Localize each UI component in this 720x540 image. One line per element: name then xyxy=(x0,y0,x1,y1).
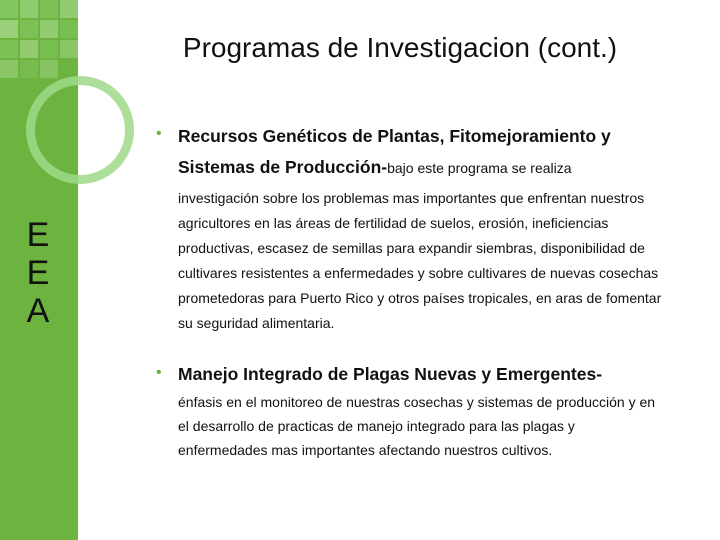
bullet-heading-2: Manejo Integrado de Plagas Nuevas y Emergentes- xyxy=(178,364,603,384)
bullet-body-line: su seguridad alimentaria. xyxy=(178,315,335,331)
bullet-inline-text-1: bajo este programa se realiza xyxy=(387,159,572,176)
bullet-marker-2: • xyxy=(156,364,162,381)
bullet-body-line: el desarrollo de practicas de manejo integrado para las plagas y xyxy=(178,418,575,434)
bullet-item-manejo xyxy=(178,361,703,462)
bullet-heading-1a: Recursos Genéticos de Plantas, Fitomejoramiento y xyxy=(178,126,611,146)
slide-title: Programas de Investigacion (cont.) xyxy=(182,32,618,63)
bullet-item-recursos xyxy=(178,122,703,336)
bullet-body-line: productivas, escasez de semillas para expandir siembras, disponibilidad de xyxy=(178,240,645,256)
decorative-ring xyxy=(26,76,134,184)
bullet-body-line: énfasis en el monitoreo de nuestras cosechas y sistemas de producción y en xyxy=(178,394,656,410)
bullet-marker-1: • xyxy=(156,125,162,142)
side-acronym xyxy=(22,216,54,330)
bullet-body-line: prometedoras para Puerto Rico y otros países tropicales, en aras de fomentar xyxy=(178,290,662,306)
side-letter-a: A xyxy=(26,292,50,330)
bullet-body-line: enfermedades mas importantes afectando nuestros cultivos. xyxy=(178,442,553,458)
bullet-body-line: cultivares resistentes a enfermedades y sobre cultivares de nuevas cosechas xyxy=(178,265,659,281)
bullet-body-line: investigación sobre los problemas mas importantes que enfrentan nuestros xyxy=(178,190,645,206)
bullet-heading-1b: Sistemas de Producción- xyxy=(178,156,388,177)
bullet-body-line: agricultores en las áreas de fertilidad de suelos, erosión, ineficiencias xyxy=(178,215,609,231)
side-letter-e1: E xyxy=(26,216,50,254)
side-letter-e2: E xyxy=(26,254,50,292)
